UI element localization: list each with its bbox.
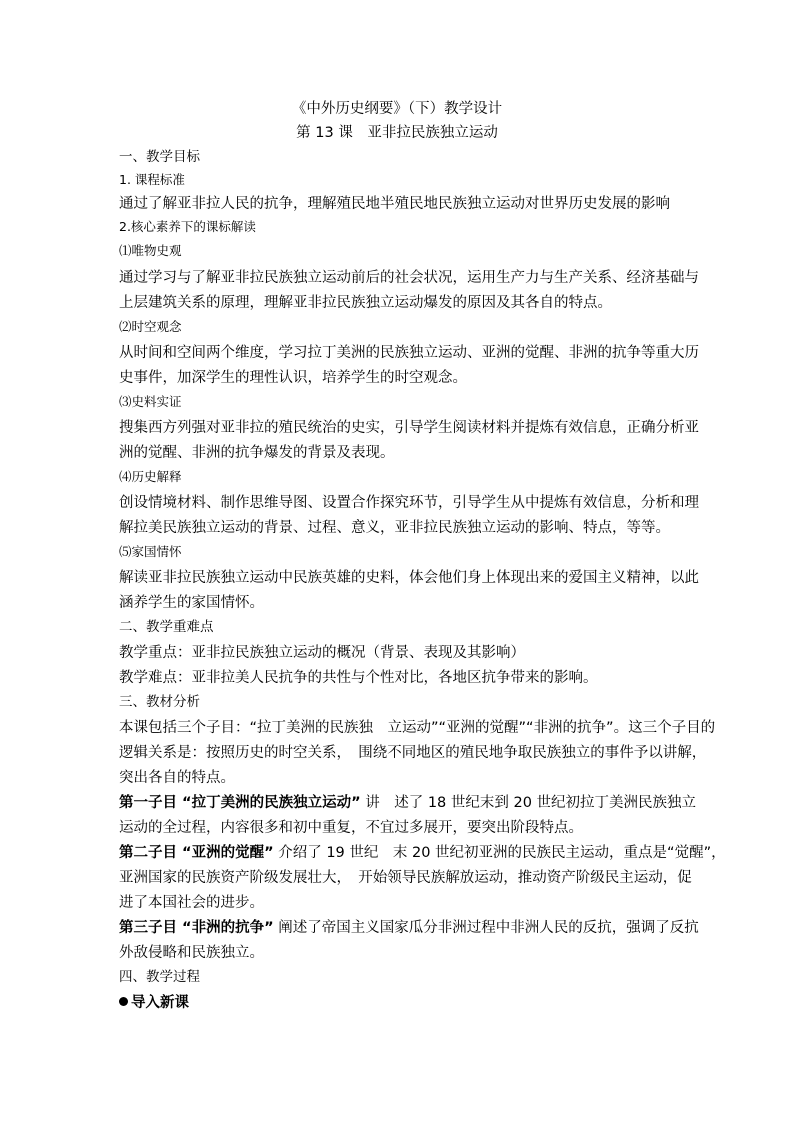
paragraph-line: 史事件，加深学生的理性认识，培养学生的时空观念。 <box>119 370 467 386</box>
paragraph-line: 外敌侵略和民族独立。 <box>119 945 264 961</box>
subsection-text: 介绍了 19 世纪 末 20 世纪初亚洲的民族民主运动，重点是“觉醒”， <box>273 845 726 861</box>
subsection-title: 第三子目 “非洲的抗争” <box>119 920 274 936</box>
point-heading-spacetime: ⑵时空观念 <box>119 319 182 334</box>
subsection-text: 讲 述了 18 世纪末到 20 世纪初拉丁美洲民族独立 <box>360 795 697 811</box>
subsection-latin-america <box>119 796 696 811</box>
paragraph-line: 解拉美民族独立运动的背景、过程、意义，亚非拉民族独立运动的影响、特点，等等。 <box>119 520 670 536</box>
paragraph-line: 亚洲国家的民族资产阶级发展壮大， 开始领导民族解放运动，推动资产阶级民主运动，促 <box>119 870 692 886</box>
section-heading-process: 四、教学过程 <box>119 969 200 985</box>
subheading-core-literacy: 2.核心素养下的课标解读 <box>119 219 256 234</box>
intro-label: 导入新课 <box>131 995 189 1011</box>
subsection-text: 阐述了帝国主义国家瓜分非洲过程中非洲人民的反抗，强调了反抗 <box>273 920 699 936</box>
paragraph-line: 上层建筑关系的原理，理解亚非拉民族独立运动爆发的原因及其各自的特点。 <box>119 295 612 311</box>
point-heading-evidence: ⑶史料实证 <box>119 394 182 409</box>
document-title: 《中外历史纲要》（下）教学设计 <box>291 101 503 117</box>
paragraph-line: 洲的觉醒、非洲的抗争爆发的背景及表现。 <box>119 445 395 461</box>
paragraph-line: 搜集西方列强对亚非拉的殖民统治的史实，引导学生阅读材料并提炼有效信息，正确分析亚 <box>119 420 699 436</box>
subsection-africa <box>119 921 699 936</box>
subsection-title: 第二子目 “亚洲的觉醒” <box>119 845 274 861</box>
point-heading-interpretation: ⑷历史解释 <box>119 469 182 484</box>
teaching-difficulty: 教学难点：亚非拉美人民抗争的共性与个性对比，各地区抗争带来的影响。 <box>119 670 598 686</box>
section-heading-key-points: 二、教学重难点 <box>119 619 214 635</box>
teaching-focus: 教学重点：亚非拉民族独立运动的概况（背景、表现及其影响） <box>119 645 525 661</box>
subsection-title: 第一子目 “拉丁美洲的民族独立运动” <box>119 795 361 811</box>
paragraph-line: 进了本国社会的进步。 <box>119 895 264 911</box>
section-heading-objectives: 一、教学目标 <box>119 149 200 165</box>
paragraph-line: 本课包括三个子目：“拉丁美洲的民族独 立运动”“亚洲的觉醒”“非洲的抗争”。这三个子目的 <box>119 720 716 736</box>
paragraph-line: 逻辑关系是：按照历史的时空关系， 围绕不同地区的殖民地争取民族独立的事件予以讲解， <box>119 745 707 761</box>
point-heading-patriotism: ⑸家国情怀 <box>119 544 182 559</box>
paragraph-line: 突出各自的特点。 <box>119 770 235 786</box>
paragraph-line: 涵养学生的家国情怀。 <box>119 595 264 611</box>
paragraph-line: 从时间和空间两个维度，学习拉丁美洲的民族独立运动、亚洲的觉醒、非洲的抗争等重大历 <box>119 345 699 361</box>
paragraph-curriculum-standard: 通过了解亚非拉人民的抗争，理解殖民地半殖民地民族独立运动对世界历史发展的影响 <box>119 196 670 212</box>
section-heading-textbook-analysis: 三、教材分析 <box>119 694 200 710</box>
paragraph-line: 创设情境材料、制作思维导图、设置合作探究环节，引导学生从中提炼有效信息，分析和理 <box>119 495 699 511</box>
bullet-icon <box>119 997 128 1006</box>
intro-item <box>119 996 189 1011</box>
paragraph-line: 通过学习与了解亚非拉民族独立运动前后的社会状况，运用生产力与生产关系、经济基础与 <box>119 270 699 286</box>
paragraph-line: 运动的全过程，内容很多和初中重复，不宜过多展开，要突出阶段特点。 <box>119 820 583 836</box>
subheading-curriculum-standard: 1. 课程标准 <box>119 172 185 187</box>
paragraph-line: 解读亚非拉民族独立运动中民族英雄的史料，体会他们身上体现出来的爱国主义精神，以此 <box>119 570 699 586</box>
point-heading-materialism: ⑴唯物史观 <box>119 243 182 258</box>
subsection-asia <box>119 846 726 861</box>
lesson-title: 第 13 课 亚非拉民族独立运动 <box>296 125 498 141</box>
